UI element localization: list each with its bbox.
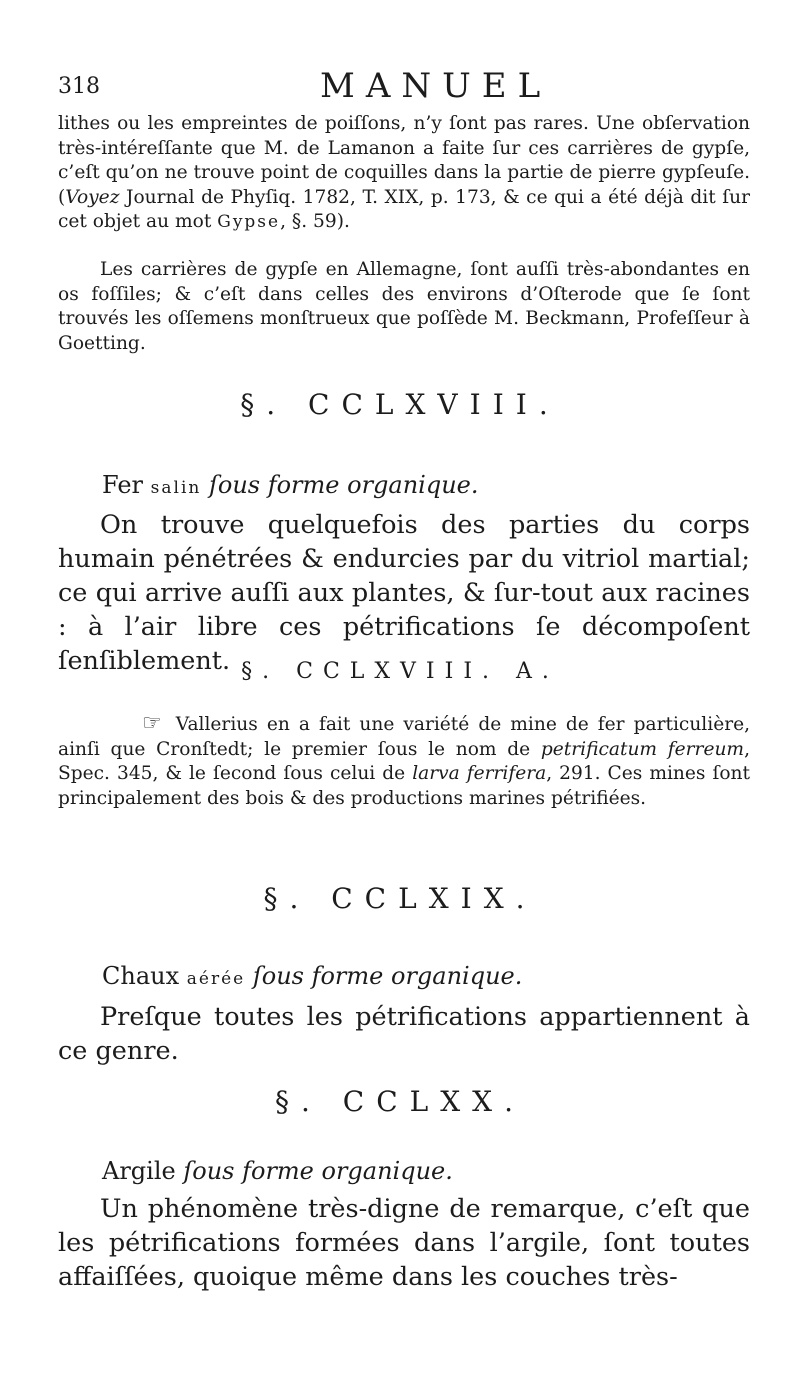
entry-title-chaux-aeree [102,962,522,990]
section-heading-cclxviii-a: §. CCLXVIII. A. [241,659,559,684]
page-header [58,66,738,106]
para2-text: Les carrières de gypſe en Allemagne, ſont auſſi très-abondantes en os foſſiles; & c’eſt dans celles des environs d’Oſterode que ſe ſont trouvés les oſſemens monſtrueux que poſſède M. Beckmann, Profeſſeur à Goetting. [58,259,750,354]
paragraph-1 [58,112,750,235]
paragraph-2 [58,258,750,356]
title1-rest: ſous forme organique. [208,471,479,499]
para1-text-c: , §. 59). [280,211,350,233]
para1-text-a: lithes ou les empreintes de poiſſons, n’y ſont pas rares. Une obſervation très-intéreſſante que M. de Lamanon a faite ſur ces carrières de gypſe, c’eſt qu’on ne trouve point de coquilles dans la partie de pierre gypſeuſe. ( [58,113,750,208]
para4-text-b: , Spec. 345, & le ſecond ſous celui de [58,738,750,785]
page-number: 318 [58,74,100,99]
para4-italic-1: petrificatum ferreum [540,738,745,760]
paragraph-5 [58,1000,750,1068]
entry-title-fer-salin [102,471,479,499]
title1-lead: Fer [102,471,144,499]
section-heading-cclxix: §. CCLXIX. [263,882,537,915]
para4-text-a: Vallerius en a fait une variété de mine de fer particulière, ainſi que Cronſtedt; le premier ſous le nom de [58,714,750,760]
paragraph-4 [58,712,750,811]
para4-text-c: , 291. Ces mines ſont principalement des bois & des productions marines pétrifiées. [58,763,750,809]
para4-italic-2: larva ferrifera [412,763,547,785]
para5-text: Preſque toutes les pétrifications appartiennent à ce genre. [58,1002,750,1066]
para3-text: On trouve quelquefois des parties du corps humain pénétrées & endurcies par du vitriol martial; ce qui arrive auſſi aux plantes, & ſur-tout aux racines : à l’air libre ces pétrifications ſe décompoſent ſenſiblement. [58,510,750,676]
title1-lead-sc: salin [150,478,202,498]
entry-title-argile [102,1157,453,1185]
title2-rest: ſous forme organique. [252,962,523,990]
section-heading-cclxx: §. CCLXX. [274,1085,525,1118]
title3-rest: ſous forme organique. [183,1157,453,1185]
para1-gypse: Gypse [217,212,281,233]
para1-text-b: Journal de Phyſiq. 1782, T. XIX, p. 173, & ce qui a été déjà dit ſur cet objet au mot [58,186,750,233]
paragraph-3 [58,508,750,678]
title2-lead-sc: aérée [186,969,246,989]
pointing-hand-icon: ☞ [142,711,162,736]
para1-voyez: Voyez [65,186,120,208]
title2-lead: Chaux [102,962,180,990]
running-title: MANUEL [320,66,552,106]
section-heading-cclxviii: §. CCLXVIII. [240,388,560,421]
para6-text: Un phénomène très-digne de remarque, c’eſt que les pétrifications formées dans l’argile, ſont toutes affaiſſées, quoique même dans les couches très- [58,1194,750,1292]
paragraph-6 [58,1192,750,1294]
title3-lead: Argile [102,1157,176,1185]
